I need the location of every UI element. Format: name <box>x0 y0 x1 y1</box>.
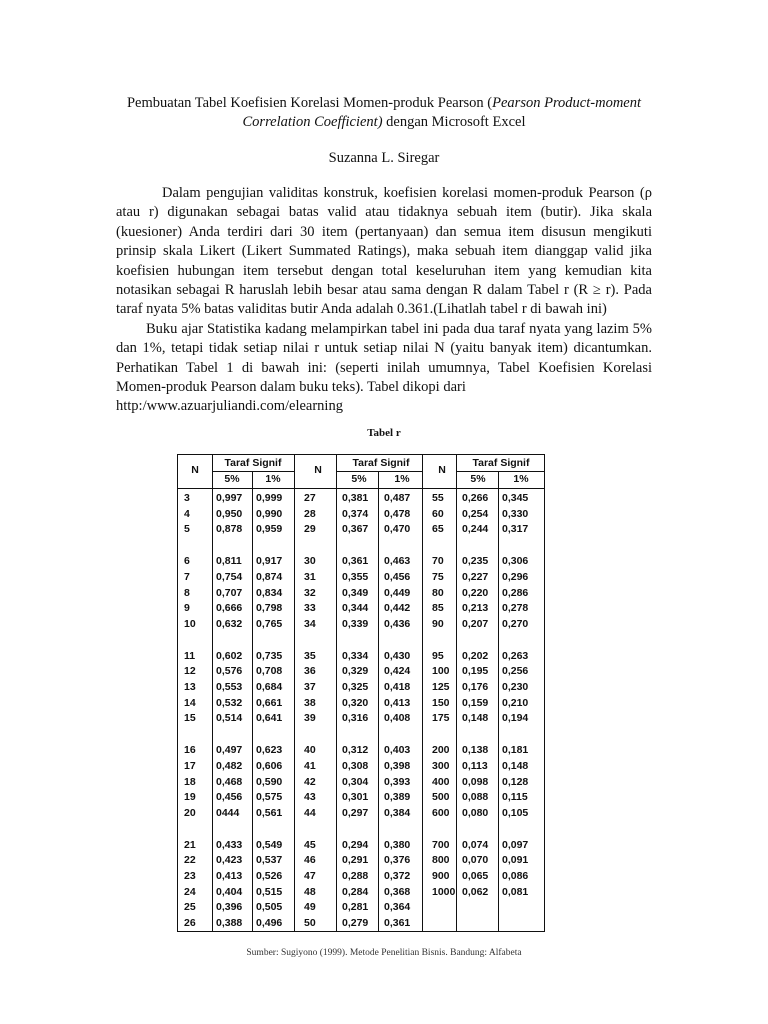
table-cell-n: 150 <box>432 696 450 709</box>
table-cell-r-1: 0,418 <box>384 681 411 693</box>
table-cell-r-1: 0,364 <box>384 901 411 914</box>
table-cell-r-5: 0,339 <box>342 617 369 630</box>
table-cell-r-1: 0,317 <box>502 523 529 536</box>
table-cell-r-1: 0,449 <box>384 586 411 599</box>
table-cell-n: 39 <box>304 712 316 725</box>
table-cell-r-5: 0,254 <box>462 507 489 520</box>
table-cell-n: 43 <box>304 791 316 804</box>
table-cell-r-1: 0,148 <box>502 759 529 772</box>
table-cell-r-5: 0,374 <box>342 507 369 520</box>
table-cell-r-1: 0,515 <box>256 885 283 898</box>
table-cell-r-5: 0,220 <box>462 586 489 599</box>
table-cell-r-1: 0,389 <box>384 791 411 804</box>
table-cell-r-5: 0,396 <box>216 901 243 914</box>
table-cell-r-1: 0,606 <box>256 759 283 772</box>
table-cell-r-1: 0,684 <box>256 681 283 693</box>
header-1-percent: 1% <box>265 473 281 485</box>
table-cell-n: 45 <box>304 838 316 851</box>
table-cell-n: 35 <box>304 649 316 662</box>
table-cell-r-1: 0,430 <box>384 649 411 662</box>
table-cell-n: 29 <box>304 523 316 536</box>
table-cell-r-1: 0,413 <box>384 696 411 709</box>
title-text-italic: Pearson Product-moment Correlation Coefficient) <box>242 95 642 130</box>
table-cell-n: 65 <box>432 523 444 536</box>
table-cell-r-5: 0,316 <box>342 712 369 725</box>
table-cell-r-1: 0,549 <box>256 838 283 851</box>
table-cell-r-5: 0,532 <box>216 696 243 709</box>
table-cell-r-1: 0,487 <box>384 492 411 504</box>
table-cell-r-5: 0,468 <box>216 775 243 788</box>
col-divider <box>456 455 457 931</box>
table-cell-n: 400 <box>432 775 450 788</box>
table-cell-r-1: 0,115 <box>502 791 528 804</box>
table-cell-r-1: 0,442 <box>384 602 411 615</box>
table-cell-r-1: 0,456 <box>384 570 411 583</box>
table-cell-n: 44 <box>304 806 316 819</box>
table-cell-r-5: 0,456 <box>216 791 243 804</box>
table-cell-n: 25 <box>184 901 196 914</box>
table-cell-r-1: 0,368 <box>384 885 411 898</box>
table-cell-r-5: 0,423 <box>216 854 243 867</box>
table-cell-r-5: 0,266 <box>462 492 489 504</box>
table-cell-r-1: 0,128 <box>502 775 529 788</box>
table-cell-r-5: 0,281 <box>342 901 369 914</box>
table-cell-r-1: 0,505 <box>256 901 283 914</box>
table-cell-n: 3 <box>184 492 190 504</box>
table-cell-n: 700 <box>432 838 450 851</box>
table-cell-r-1: 0,917 <box>256 555 283 568</box>
table-cell-r-5: 0,227 <box>462 570 489 583</box>
table-cell-n: 100 <box>432 665 450 678</box>
table-cell-r-1: 0,263 <box>502 649 529 662</box>
table-cell-r-1: 0,735 <box>256 649 283 662</box>
table-cell-n: 900 <box>432 870 450 882</box>
table-cell-r-1: 0,708 <box>256 665 283 678</box>
table-cell-r-5: 0,301 <box>342 791 369 804</box>
table-cell-n: 1000 <box>432 885 456 898</box>
table-cell-r-1: 0,999 <box>256 492 283 504</box>
table-cell-n: 14 <box>184 696 196 709</box>
table-cell-r-1: 0,105 <box>502 806 529 819</box>
table-cell-n: 85 <box>432 602 444 615</box>
sub-divider <box>378 471 379 931</box>
table-cell-r-5: 0,213 <box>462 602 489 615</box>
table-cell-r-5: 0,344 <box>342 602 369 615</box>
table-cell-r-1: 0,380 <box>384 838 411 851</box>
table-cell-n: 70 <box>432 555 444 568</box>
table-cell-n: 75 <box>432 570 444 583</box>
col-divider <box>212 455 213 931</box>
header-1-percent: 1% <box>513 473 529 485</box>
table-cell-n: 95 <box>432 649 444 662</box>
table-cell-r-5: 0,553 <box>216 681 243 693</box>
table-cell-n: 600 <box>432 806 450 819</box>
table-cell-n: 27 <box>304 492 316 504</box>
table-cell-r-5: 0,070 <box>462 854 489 867</box>
table-cell-r-5: 0,304 <box>342 775 369 788</box>
table-cell-n: 13 <box>184 681 196 693</box>
table-cell-r-5: 0,707 <box>216 586 243 599</box>
table-cell-r-5: 0,297 <box>342 806 369 819</box>
table-cell-r-1: 0,641 <box>256 712 283 725</box>
table-cell-r-5: 0,811 <box>216 555 242 568</box>
table-cell-r-1: 0,798 <box>256 602 283 615</box>
table-cell-r-1: 0,463 <box>384 555 411 568</box>
header-subrule <box>212 471 294 472</box>
table-cell-n: 15 <box>184 712 196 725</box>
table-cell-r-5: 0,576 <box>216 665 243 678</box>
table-cell-r-5: 0,325 <box>342 681 369 693</box>
table-cell-n: 33 <box>304 602 316 615</box>
table-cell-r-5: 0444 <box>216 806 240 819</box>
table-cell-n: 200 <box>432 744 450 757</box>
body-text <box>116 184 652 417</box>
document-title <box>116 94 652 132</box>
table-cell-n: 38 <box>304 696 316 709</box>
table-cell-r-5: 0,320 <box>342 696 369 709</box>
table-cell-r-5: 0,284 <box>342 885 369 898</box>
table-cell-r-1: 0,424 <box>384 665 411 678</box>
table-cell-r-5: 0,329 <box>342 665 369 678</box>
table-cell-r-5: 0,080 <box>462 806 489 819</box>
table-cell-n: 90 <box>432 617 444 630</box>
table-source-citation: Sumber: Sugiyono (1999). Metode Penelitian Bisnis. Bandung: Alfabeta <box>246 948 522 958</box>
table-cell-n: 300 <box>432 759 450 772</box>
author-name: Suzanna L. Siregar <box>328 150 440 166</box>
header-n: N <box>438 464 446 476</box>
table-cell-n: 49 <box>304 901 316 914</box>
table-cell-n: 11 <box>184 649 196 662</box>
table-cell-r-5: 0,195 <box>462 665 489 678</box>
table-cell-r-5: 0,202 <box>462 649 489 662</box>
table-cell-r-1: 0,408 <box>384 712 411 725</box>
table-cell-r-1: 0,345 <box>502 492 529 504</box>
table-cell-r-5: 0,361 <box>342 555 369 568</box>
table-cell-n: 8 <box>184 586 190 599</box>
table-cell-r-5: 0,113 <box>462 759 488 772</box>
table-cell-r-1: 0,834 <box>256 586 283 599</box>
table-cell-n: 20 <box>184 806 196 819</box>
header-taraf-signif: Taraf Signif <box>224 457 282 469</box>
table-cell-n: 55 <box>432 492 444 504</box>
table-cell-r-1: 0,470 <box>384 523 411 536</box>
table-cell-r-1: 0,376 <box>384 854 411 867</box>
paragraph-2-text: Buku ajar Statistika kadang melampirkan tabel ini pada dua taraf nyata yang lazim 5% dan 1%, tetapi tidak setiap nilai r untuk setiap nilai N (yaitu banyak item) dicantumkan. Perhatikan Tabel 1 di bawah ini: (seperti inilah umumnya, Tabel Koefisien Korelasi Momen-produk Pearson dalam buku teks). Tabel dikopi dari <box>116 320 652 396</box>
table-cell-n: 30 <box>304 555 316 568</box>
table-cell-n: 36 <box>304 665 316 678</box>
source-url-link[interactable]: http:/www.azuarjuliandi.com/elearning <box>116 398 343 415</box>
table-cell-n: 12 <box>184 665 196 678</box>
header-taraf-signif: Taraf Signif <box>472 457 530 469</box>
table-cell-r-1: 0,403 <box>384 744 411 757</box>
table-cell-r-1: 0,398 <box>384 759 411 772</box>
table-cell-n: 31 <box>304 570 316 583</box>
table-cell-r-5: 0,294 <box>342 838 369 851</box>
table-cell-r-5: 0,482 <box>216 759 243 772</box>
table-cell-r-5: 0,997 <box>216 492 243 504</box>
header-n: N <box>191 464 199 476</box>
table-cell-n: 6 <box>184 555 190 568</box>
table-cell-n: 50 <box>304 916 316 929</box>
table-cell-r-1: 0,194 <box>502 712 529 725</box>
table-cell-r-5: 0,413 <box>216 870 243 882</box>
table-cell-r-5: 0,878 <box>216 523 243 536</box>
table-cell-r-1: 0,256 <box>502 665 529 678</box>
table-cell-r-5: 0,138 <box>462 744 489 757</box>
table-cell-r-1: 0,661 <box>256 696 283 709</box>
table-cell-r-1: 0,091 <box>502 854 529 867</box>
table-cell-r-5: 0,388 <box>216 916 243 929</box>
table-cell-n: 48 <box>304 885 316 898</box>
table-cell-r-5: 0,062 <box>462 885 489 898</box>
table-cell-n: 4 <box>184 507 190 520</box>
table-cell-r-5: 0,288 <box>342 870 369 882</box>
table-cell-r-1: 0,330 <box>502 507 529 520</box>
table-cell-r-1: 0,097 <box>502 838 529 851</box>
block-divider <box>294 455 295 931</box>
table-cell-r-5: 0,279 <box>342 916 369 929</box>
table-cell-n: 42 <box>304 775 316 788</box>
table-cell-r-1: 0,081 <box>502 885 529 898</box>
table-cell-n: 26 <box>184 916 196 929</box>
title-text-part2: dengan Microsoft Excel <box>382 114 526 130</box>
title-text-part1: Pembuatan Tabel Koefisien Korelasi Momen-produk Pearson ( <box>126 95 493 111</box>
header-taraf-signif: Taraf Signif <box>352 457 410 469</box>
table-cell-r-1: 0,765 <box>256 617 283 630</box>
header-1-percent: 1% <box>394 473 410 485</box>
table-cell-r-5: 0,632 <box>216 617 243 630</box>
table-cell-r-1: 0,181 <box>502 744 529 757</box>
table-cell-n: 800 <box>432 854 450 867</box>
r-table-scan <box>177 454 545 932</box>
table-cell-r-5: 0,950 <box>216 507 243 520</box>
table-cell-r-1: 0,278 <box>502 602 529 615</box>
header-5-percent: 5% <box>224 473 240 485</box>
table-cell-n: 80 <box>432 586 444 599</box>
table-cell-r-5: 0,666 <box>216 602 243 615</box>
table-cell-n: 21 <box>184 838 196 851</box>
table-cell-r-1: 0,590 <box>256 775 283 788</box>
table-cell-r-1: 0,286 <box>502 586 529 599</box>
table-cell-r-5: 0,367 <box>342 523 369 536</box>
table-cell-n: 47 <box>304 870 316 882</box>
table-cell-r-5: 0,602 <box>216 649 243 662</box>
table-cell-n: 23 <box>184 870 196 882</box>
table-cell-r-1: 0,384 <box>384 806 411 819</box>
table-cell-n: 24 <box>184 885 196 898</box>
table-cell-r-1: 0,361 <box>384 916 411 929</box>
table-cell-r-1: 0,210 <box>502 696 529 709</box>
header-5-percent: 5% <box>470 473 486 485</box>
table-cell-n: 5 <box>184 523 190 536</box>
table-cell-n: 7 <box>184 570 190 583</box>
paragraph-1: Dalam pengujian validitas konstruk, koefisien korelasi momen-produk Pearson (ρ atau r) digunakan sebagai batas valid atau tidaknya sebuah item (butir). Jika skala (kuesioner) Anda terdiri dari 30 item (pertanyaan) dan semua item disusun mengikuti prinsip skala Likert (Likert Summated Ratings), maka sebuah item dianggap valid jika koefisien hubungan item tersebut dengan total keseluruhan item yang kemudian kita notasikan sebagai R haruslah lebih besar atau sama dengan R dalam Tabel r (R ≥ r). Pada taraf nyata 5% batas validitas butir Anda adalah 0.361.(Lihatlah tabel r di bawah ini) <box>116 185 652 318</box>
table-cell-n: 22 <box>184 854 196 867</box>
header-n: N <box>314 464 322 476</box>
table-cell-r-5: 0,065 <box>462 870 489 882</box>
table-cell-r-5: 0,433 <box>216 838 243 851</box>
table-cell-r-1: 0,496 <box>256 916 283 929</box>
table-cell-n: 32 <box>304 586 316 599</box>
table-cell-n: 41 <box>304 759 316 772</box>
table-cell-r-1: 0,874 <box>256 570 283 583</box>
table-cell-n: 40 <box>304 744 316 757</box>
table-cell-r-1: 0,537 <box>256 854 283 867</box>
table-cell-r-5: 0,088 <box>462 791 489 804</box>
table-cell-r-1: 0,230 <box>502 681 529 693</box>
table-cell-r-5: 0,098 <box>462 775 489 788</box>
table-cell-r-1: 0,306 <box>502 555 529 568</box>
table-cell-n: 10 <box>184 617 196 630</box>
table-cell-r-1: 0,478 <box>384 507 411 520</box>
table-cell-n: 37 <box>304 681 316 693</box>
table-cell-r-1: 0,959 <box>256 523 283 536</box>
table-cell-r-5: 0,235 <box>462 555 489 568</box>
table-cell-r-5: 0,074 <box>462 838 489 851</box>
table-cell-r-5: 0,334 <box>342 649 369 662</box>
table-cell-r-5: 0,244 <box>462 523 489 536</box>
table-cell-r-5: 0,497 <box>216 744 243 757</box>
table-cell-r-5: 0,355 <box>342 570 369 583</box>
table-cell-r-1: 0,393 <box>384 775 411 788</box>
table-cell-n: 17 <box>184 759 196 772</box>
table-cell-r-1: 0,623 <box>256 744 283 757</box>
table-cell-r-5: 0,381 <box>342 492 369 504</box>
table-cell-n: 175 <box>432 712 450 725</box>
table-cell-r-1: 0,526 <box>256 870 283 882</box>
table-cell-n: 9 <box>184 602 190 615</box>
table-cell-n: 500 <box>432 791 450 804</box>
table-caption: Tabel r <box>367 427 401 439</box>
table-cell-n: 46 <box>304 854 316 867</box>
header-5-percent: 5% <box>351 473 367 485</box>
table-cell-r-1: 0,296 <box>502 570 529 583</box>
table-cell-r-1: 0,561 <box>256 806 283 819</box>
table-cell-r-5: 0,207 <box>462 617 489 630</box>
table-cell-r-5: 0,754 <box>216 570 243 583</box>
table-cell-r-5: 0,404 <box>216 885 243 898</box>
table-cell-n: 60 <box>432 507 444 520</box>
table-cell-r-1: 0,575 <box>256 791 283 804</box>
col-divider <box>336 455 337 931</box>
table-cell-n: 18 <box>184 775 196 788</box>
table-cell-r-5: 0,312 <box>342 744 369 757</box>
table-cell-r-1: 0,086 <box>502 870 529 882</box>
table-cell-n: 125 <box>432 681 450 693</box>
table-cell-n: 19 <box>184 791 196 804</box>
table-cell-r-5: 0,159 <box>462 696 489 709</box>
paragraph-2 <box>116 320 652 417</box>
table-cell-r-1: 0,436 <box>384 617 411 630</box>
table-cell-r-5: 0,176 <box>462 681 489 693</box>
table-cell-r-1: 0,372 <box>384 870 411 882</box>
table-cell-r-5: 0,291 <box>342 854 369 867</box>
table-cell-r-5: 0,148 <box>462 712 489 725</box>
header-subrule <box>456 471 544 472</box>
table-cell-r-5: 0,349 <box>342 586 369 599</box>
table-cell-n: 34 <box>304 617 316 630</box>
table-cell-r-1: 0,270 <box>502 617 529 630</box>
sub-divider <box>252 471 253 931</box>
sub-divider <box>498 471 499 931</box>
table-cell-n: 16 <box>184 744 196 757</box>
table-cell-n: 28 <box>304 507 316 520</box>
table-cell-r-1: 0,990 <box>256 507 283 520</box>
table-cell-r-5: 0,514 <box>216 712 243 725</box>
header-subrule <box>336 471 422 472</box>
block-divider <box>422 455 423 931</box>
table-cell-r-5: 0,308 <box>342 759 369 772</box>
